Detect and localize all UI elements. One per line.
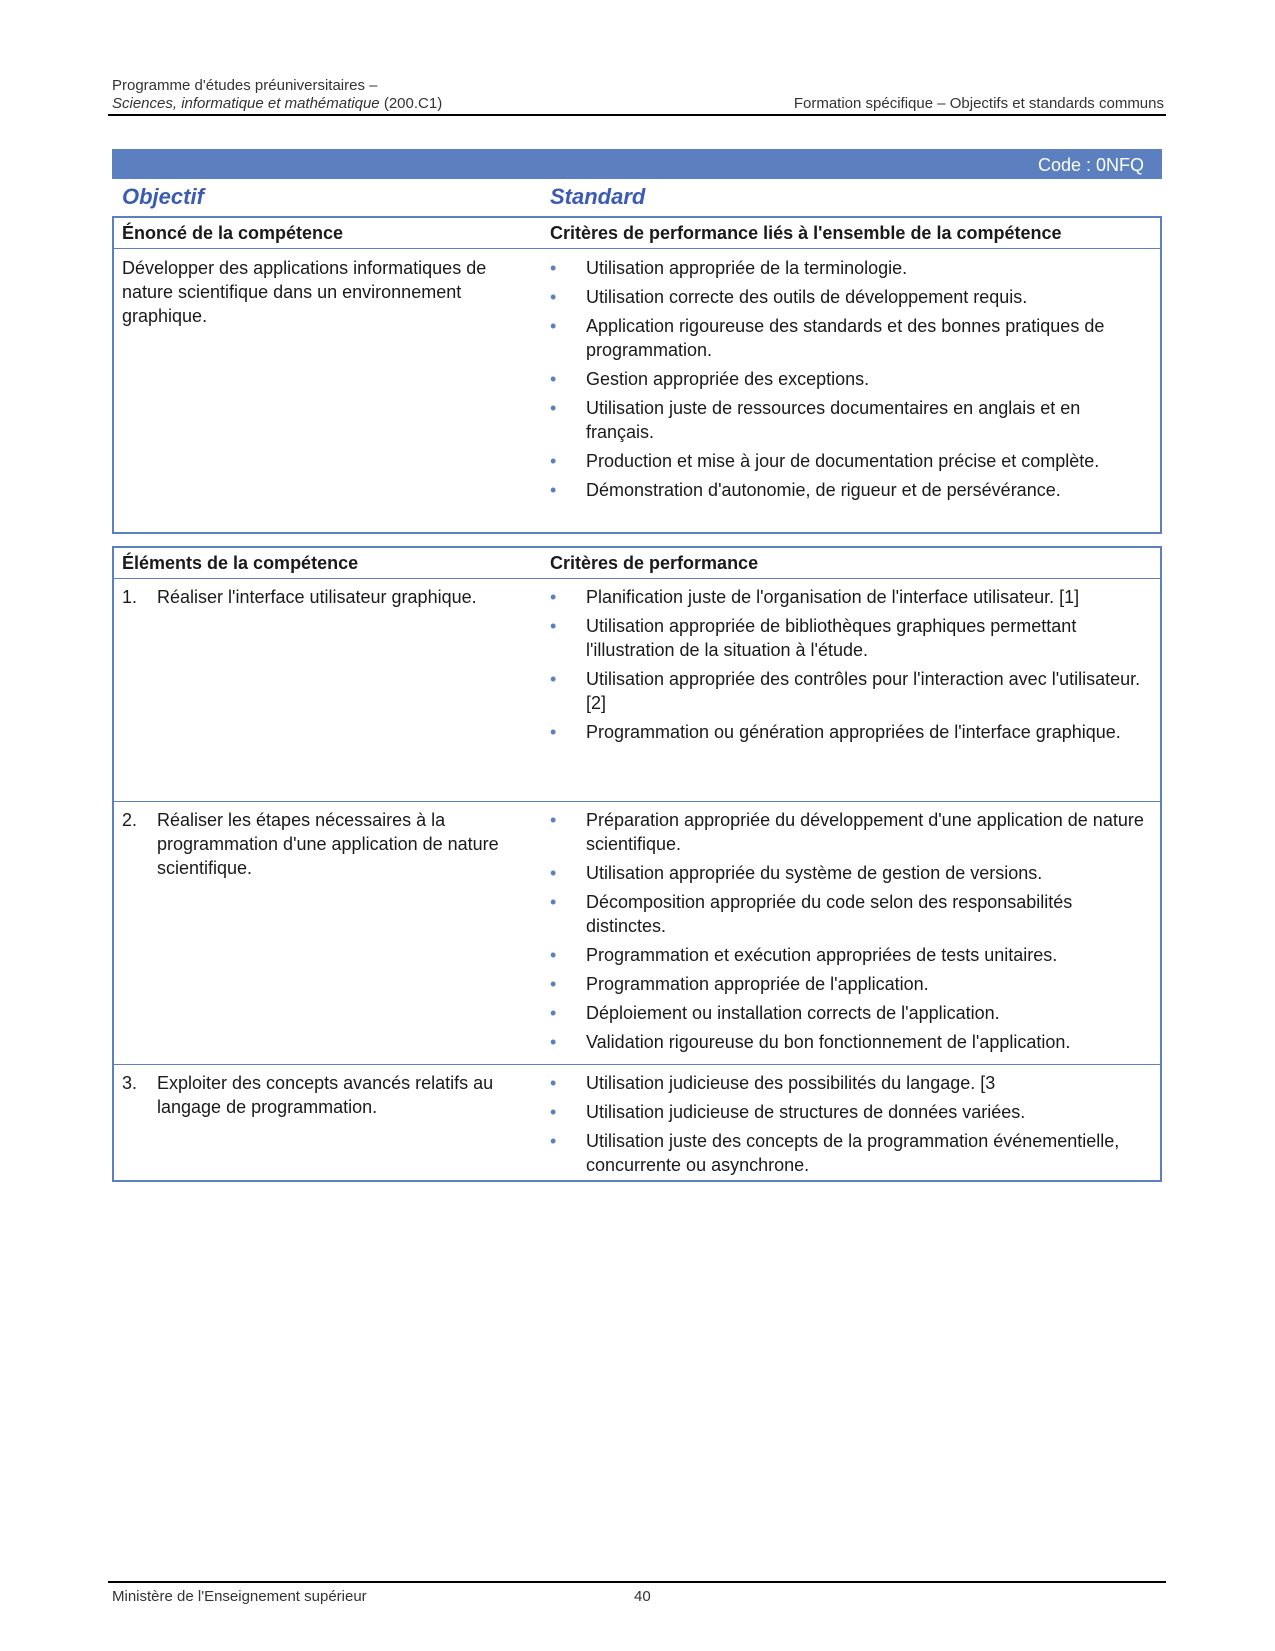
header-section-title: Formation spécifique – Objectifs et standards communs	[793, 95, 1164, 112]
competence-table	[112, 216, 1162, 534]
criterion-item: • Utilisation correcte des outils de développement requis.	[550, 285, 1150, 309]
competence-statement: Développer des applications informatiques de nature scientifique dans un environnement graphique.	[122, 258, 487, 326]
competence-criteria-heading: Critères de performance liés à l'ensemble de la compétence	[550, 223, 1062, 243]
criterion-item: • Planification juste de l'organisation de l'interface utilisateur. [1]	[550, 585, 1150, 609]
criterion-item: • Préparation appropriée du développement d'une application de nature scientifique.	[550, 808, 1150, 856]
element-number: 2.	[122, 810, 138, 830]
criterion-item: • Utilisation appropriée des contrôles pour l'interaction avec l'utilisateur. [2]	[550, 667, 1150, 715]
header-program-code: (200.C1)	[379, 95, 443, 112]
competency-code: Code : 0NFQ	[1037, 155, 1144, 175]
elements-table-header	[114, 548, 1160, 579]
criterion-item: • Déploiement ou installation corrects de l'application.	[550, 1001, 1150, 1025]
element-criteria-list	[550, 1071, 1150, 1182]
competence-table-header	[114, 218, 1160, 249]
header-second-line	[112, 95, 1164, 112]
criterion-item: • Production et mise à jour de documentation précise et complète.	[550, 449, 1150, 473]
element-number: 1.	[122, 587, 138, 607]
elements-criteria-heading: Critères de performance	[550, 553, 759, 573]
criterion-item: • Utilisation juste de ressources documentaires en anglais et en français.	[550, 396, 1150, 444]
page-number: 40	[634, 1588, 651, 1605]
criterion-item: • Décomposition appropriée du code selon des responsabilités distinctes.	[550, 890, 1150, 938]
criterion-item: • Utilisation judicieuse des possibilités du langage. [3	[550, 1071, 1150, 1095]
criterion-item: • Utilisation juste des concepts de la programmation événementielle, concurrente ou asynchrone.	[550, 1129, 1150, 1177]
criterion-item: • Démonstration d'autonomie, de rigueur et de persévérance.	[550, 478, 1150, 502]
element-criteria-list	[550, 808, 1150, 1059]
element-text: Réaliser les étapes nécessaires à la programmation d'une application de nature scientifique.	[157, 810, 499, 878]
criterion-item: • Validation rigoureuse du bon fonctionnement de l'application.	[550, 1030, 1150, 1054]
header-program-name	[112, 95, 442, 112]
header-rule	[108, 114, 1166, 116]
criterion-item: • Utilisation appropriée du système de gestion de versions.	[550, 861, 1150, 885]
element-row	[114, 579, 1160, 802]
element-row	[114, 1065, 1160, 1181]
header-program-title: Sciences, informatique et mathématique	[112, 95, 380, 112]
competence-criteria-list	[550, 256, 1150, 507]
criterion-item: • Programmation et exécution appropriées de tests unitaires.	[550, 943, 1150, 967]
criterion-item: • Utilisation appropriée de la terminologie.	[550, 256, 1150, 280]
competence-statement-heading: Énoncé de la compétence	[122, 223, 344, 243]
elements-table	[112, 546, 1162, 1182]
header-program-line: Programme d'études préuniversitaires –	[112, 77, 378, 94]
element-row	[114, 802, 1160, 1065]
criterion-item: • Programmation appropriée de l'application.	[550, 972, 1150, 996]
element-criteria-list	[550, 585, 1150, 749]
footer-ministry: Ministère de l'Enseignement supérieur	[112, 1588, 367, 1605]
code-bar	[112, 149, 1162, 179]
element-number: 3.	[122, 1073, 138, 1093]
element-text: Exploiter des concepts avancés relatifs au langage de programmation.	[157, 1073, 494, 1117]
objectif-standard-row	[112, 182, 1162, 212]
criterion-item: • Utilisation appropriée de bibliothèques graphiques permettant l'illustration de la situation à l'étude.	[550, 614, 1150, 662]
footer-rule	[108, 1581, 1166, 1583]
elements-heading: Éléments de la compétence	[122, 553, 359, 573]
criterion-item: • Application rigoureuse des standards et des bonnes pratiques de programmation.	[550, 314, 1150, 362]
criterion-item: • Utilisation judicieuse de structures de données variées.	[550, 1100, 1150, 1124]
objectif-heading: Objectif	[122, 184, 204, 209]
criterion-item: • Programmation ou génération appropriées de l'interface graphique.	[550, 720, 1150, 744]
standard-heading: Standard	[550, 184, 646, 209]
element-text: Réaliser l'interface utilisateur graphique.	[157, 587, 477, 607]
criterion-item: • Gestion appropriée des exceptions.	[550, 367, 1150, 391]
